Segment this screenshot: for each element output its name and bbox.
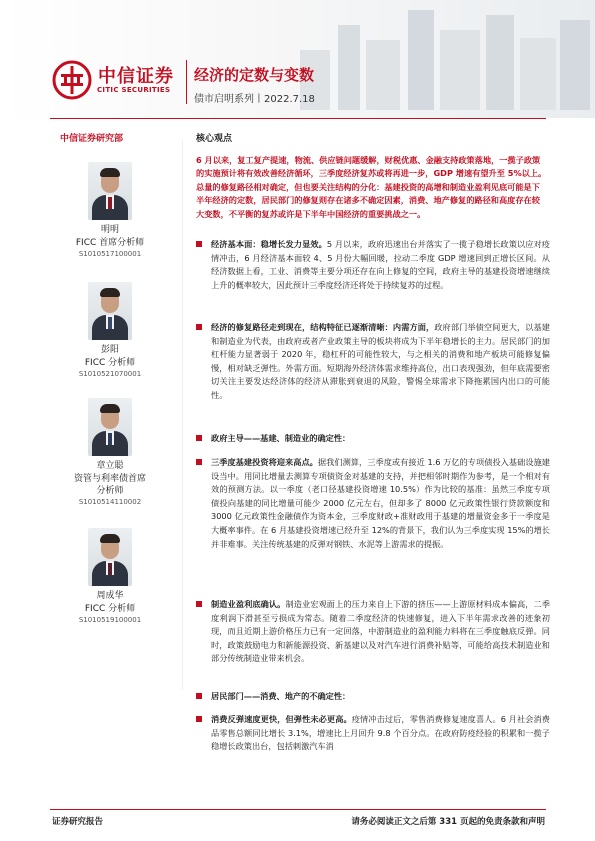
analyst-title: FICC 首席分析师 (75, 238, 145, 248)
bullet-section (196, 690, 550, 704)
analyst-name: 章立聪 (96, 461, 124, 471)
analyst-card (50, 282, 170, 380)
footer-report-type: 证券研究报告 (52, 817, 104, 827)
footer-rule (50, 809, 546, 810)
bullet-square-icon (196, 693, 202, 699)
analyst-card (50, 398, 170, 508)
citic-logo-icon (52, 60, 92, 100)
logo-text-cn: 中信证券 (98, 66, 174, 87)
analyst-photo (88, 162, 132, 220)
section-text: 据我们测算，三季度或有接近 1.6 万亿的专项债投入基础设施建设当中。用同比增量去测算专项债资金对基建的支持，并把相邻时期作为参考，是一个相对有效的预测方法。以一季度（老口径基建投资增速 10.5%）作为比较的基准：虽然三季度专项债投向基建的同比增量可能少 2000 亿元左右，但却多了 8000 亿元政策性银行贷款额度和 3000 亿元政策性金融债作为资本金，三季度财政+准财政用于基建的增量资金多于一季度是大概率事件。在 6 月基建投资增速已经升至 12%的背景下，我们认为三季度实现 15%的增长并非难事。关注传统基建的反弹对钢铁、水泥等上游需求的提振。 (211, 457, 550, 549)
bullet-square-icon (196, 601, 202, 607)
analyst-license: S1010521070001 (78, 370, 142, 378)
bullet-section (196, 713, 550, 754)
analyst-name: 明明 (100, 225, 119, 235)
section-heading: 消费反弹速度更快，但弹性未必更高。 (211, 714, 352, 724)
bullet-square-icon (196, 241, 202, 247)
section-heading: 经济的修复路径走到现在，结构特征已逐渐清晰：内需方面， (211, 322, 435, 332)
analyst-title: 资管与利率债首席 分析师 (73, 474, 146, 496)
analyst-photo (88, 528, 132, 586)
bullet-square-icon (196, 716, 202, 722)
header-divider (186, 60, 187, 104)
section-text: 制造业宏观面上的压力来自上下游的挤压——上游原材料成本偏高，二季度利润下滑甚至亏损成为常态。随着二季度经济的快速修复，进入下半年需求改善的迹象初现，而且近期上游价格压力已有一定回落，中游制造业的盈利能力料将在三季度触底反弹。同时，政策鼓励电力和新能源投资、新基建以及对汽车进行消费补贴等，可能给高技术制造业和部分传统制造业带来机会。 (211, 599, 550, 664)
bullet-section (196, 598, 550, 666)
bullet-square-icon (196, 459, 202, 465)
analyst-photo (88, 398, 132, 456)
section-text: 疫情冲击过后，零售消费修复速度喜人。6 月社会消费品零售总额同比增长 3.1%，增速比上月回升 9.8 个百分点。在政府防疫经验的积累和一揽子稳增长政策出台，包括刺激汽车消 (211, 714, 550, 752)
bullet-square-icon (196, 435, 202, 441)
section-heading: 制造业盈利底确认。 (211, 599, 286, 609)
logo-text-en: CITIC SECURITIES (97, 86, 171, 94)
report-title: 经济的定数与变数 (194, 66, 315, 84)
header-rule (50, 118, 546, 119)
analyst-name: 彭阳 (100, 345, 119, 355)
bullet-square-icon (196, 324, 202, 330)
core-views-title: 核心观点 (196, 134, 233, 144)
analyst-card (50, 528, 170, 626)
column-divider (182, 140, 183, 690)
bullet-section (196, 238, 550, 292)
section-heading: 政府主导——基建、制造业的确定性： (211, 433, 351, 443)
research-dept: 中信证券研究部 (60, 134, 124, 144)
bullet-section (196, 321, 550, 403)
bullet-section (196, 456, 550, 551)
section-text: 政府部门举债空间更大，以基建和制造业为代表，由政府或者产业政策主导的板块将成为下半年稳增长的主力。居民部门的加杠杆能力显著弱于 2020 年，稳杠杆的可能性较大，与之相关的消费和地产板块可能修复偏慢，相对缺乏弹性。外需方面。短期海外经济体需求维持高位，出口表现强劲，但年底需要密切关注主要发达经济体的经济从滞胀到衰退的风险，警惕全球需求下降拖累国内出口的可能性。 (211, 322, 550, 400)
analyst-card (50, 162, 170, 260)
report-series: 债市启明系列丨2022.7.18 (194, 94, 315, 105)
analyst-license: S1010517100001 (78, 250, 142, 258)
section-text: 5 月以来，政府迅速出台并落实了一揽子稳增长政策以应对疫情冲击，6 月经济基本面较 4、5 月份大幅回暖，拉动二季度 GDP 增速回到正增长区间。从经济数据上看，工业、消费等主要分项还存在向上修复的空间，政府主导的基建投资增速继续上升的概率较大，因此预计三季度经济还将处于持续复苏的过程。 (211, 239, 550, 290)
analyst-license: S1010514110002 (78, 498, 142, 506)
summary-paragraph: 6 月以来，复工复产提速，物流、供应链问题缓解，财税优惠、金融支持政策落地，一揽子政策的实施预计将有效改善经济循环，三季度经济复苏或将再进一步，GDP 增速有望升至 5%以上。总量的修复路径相对确定，但也要关注结构的分化：基建投资的高增和制造业盈利见底可能是下半年经济的定数，居民部门的修复则存在诸多不确定因素，消费、地产修复的路径和高度存在较大变数，不平衡的复苏或许是下半年中国经济的重要挑战之一。 (196, 155, 547, 219)
analyst-photo (88, 282, 132, 340)
bullet-section (196, 432, 550, 446)
footer-disclaimer: 请务必阅读正文之后第 331 页起的免责条款和声明 (351, 817, 545, 827)
section-heading: 居民部门——消费、地产的不确定性： (211, 691, 351, 701)
analyst-license: S1010519100001 (78, 616, 142, 624)
section-heading: 三季度基建投资将迎来高点。 (211, 457, 318, 467)
analyst-title: FICC 分析师 (84, 604, 136, 614)
analyst-name: 周成华 (96, 591, 124, 601)
section-heading: 经济基本面：稳增长发力显效。 (211, 239, 327, 249)
analyst-title: FICC 分析师 (84, 358, 136, 368)
